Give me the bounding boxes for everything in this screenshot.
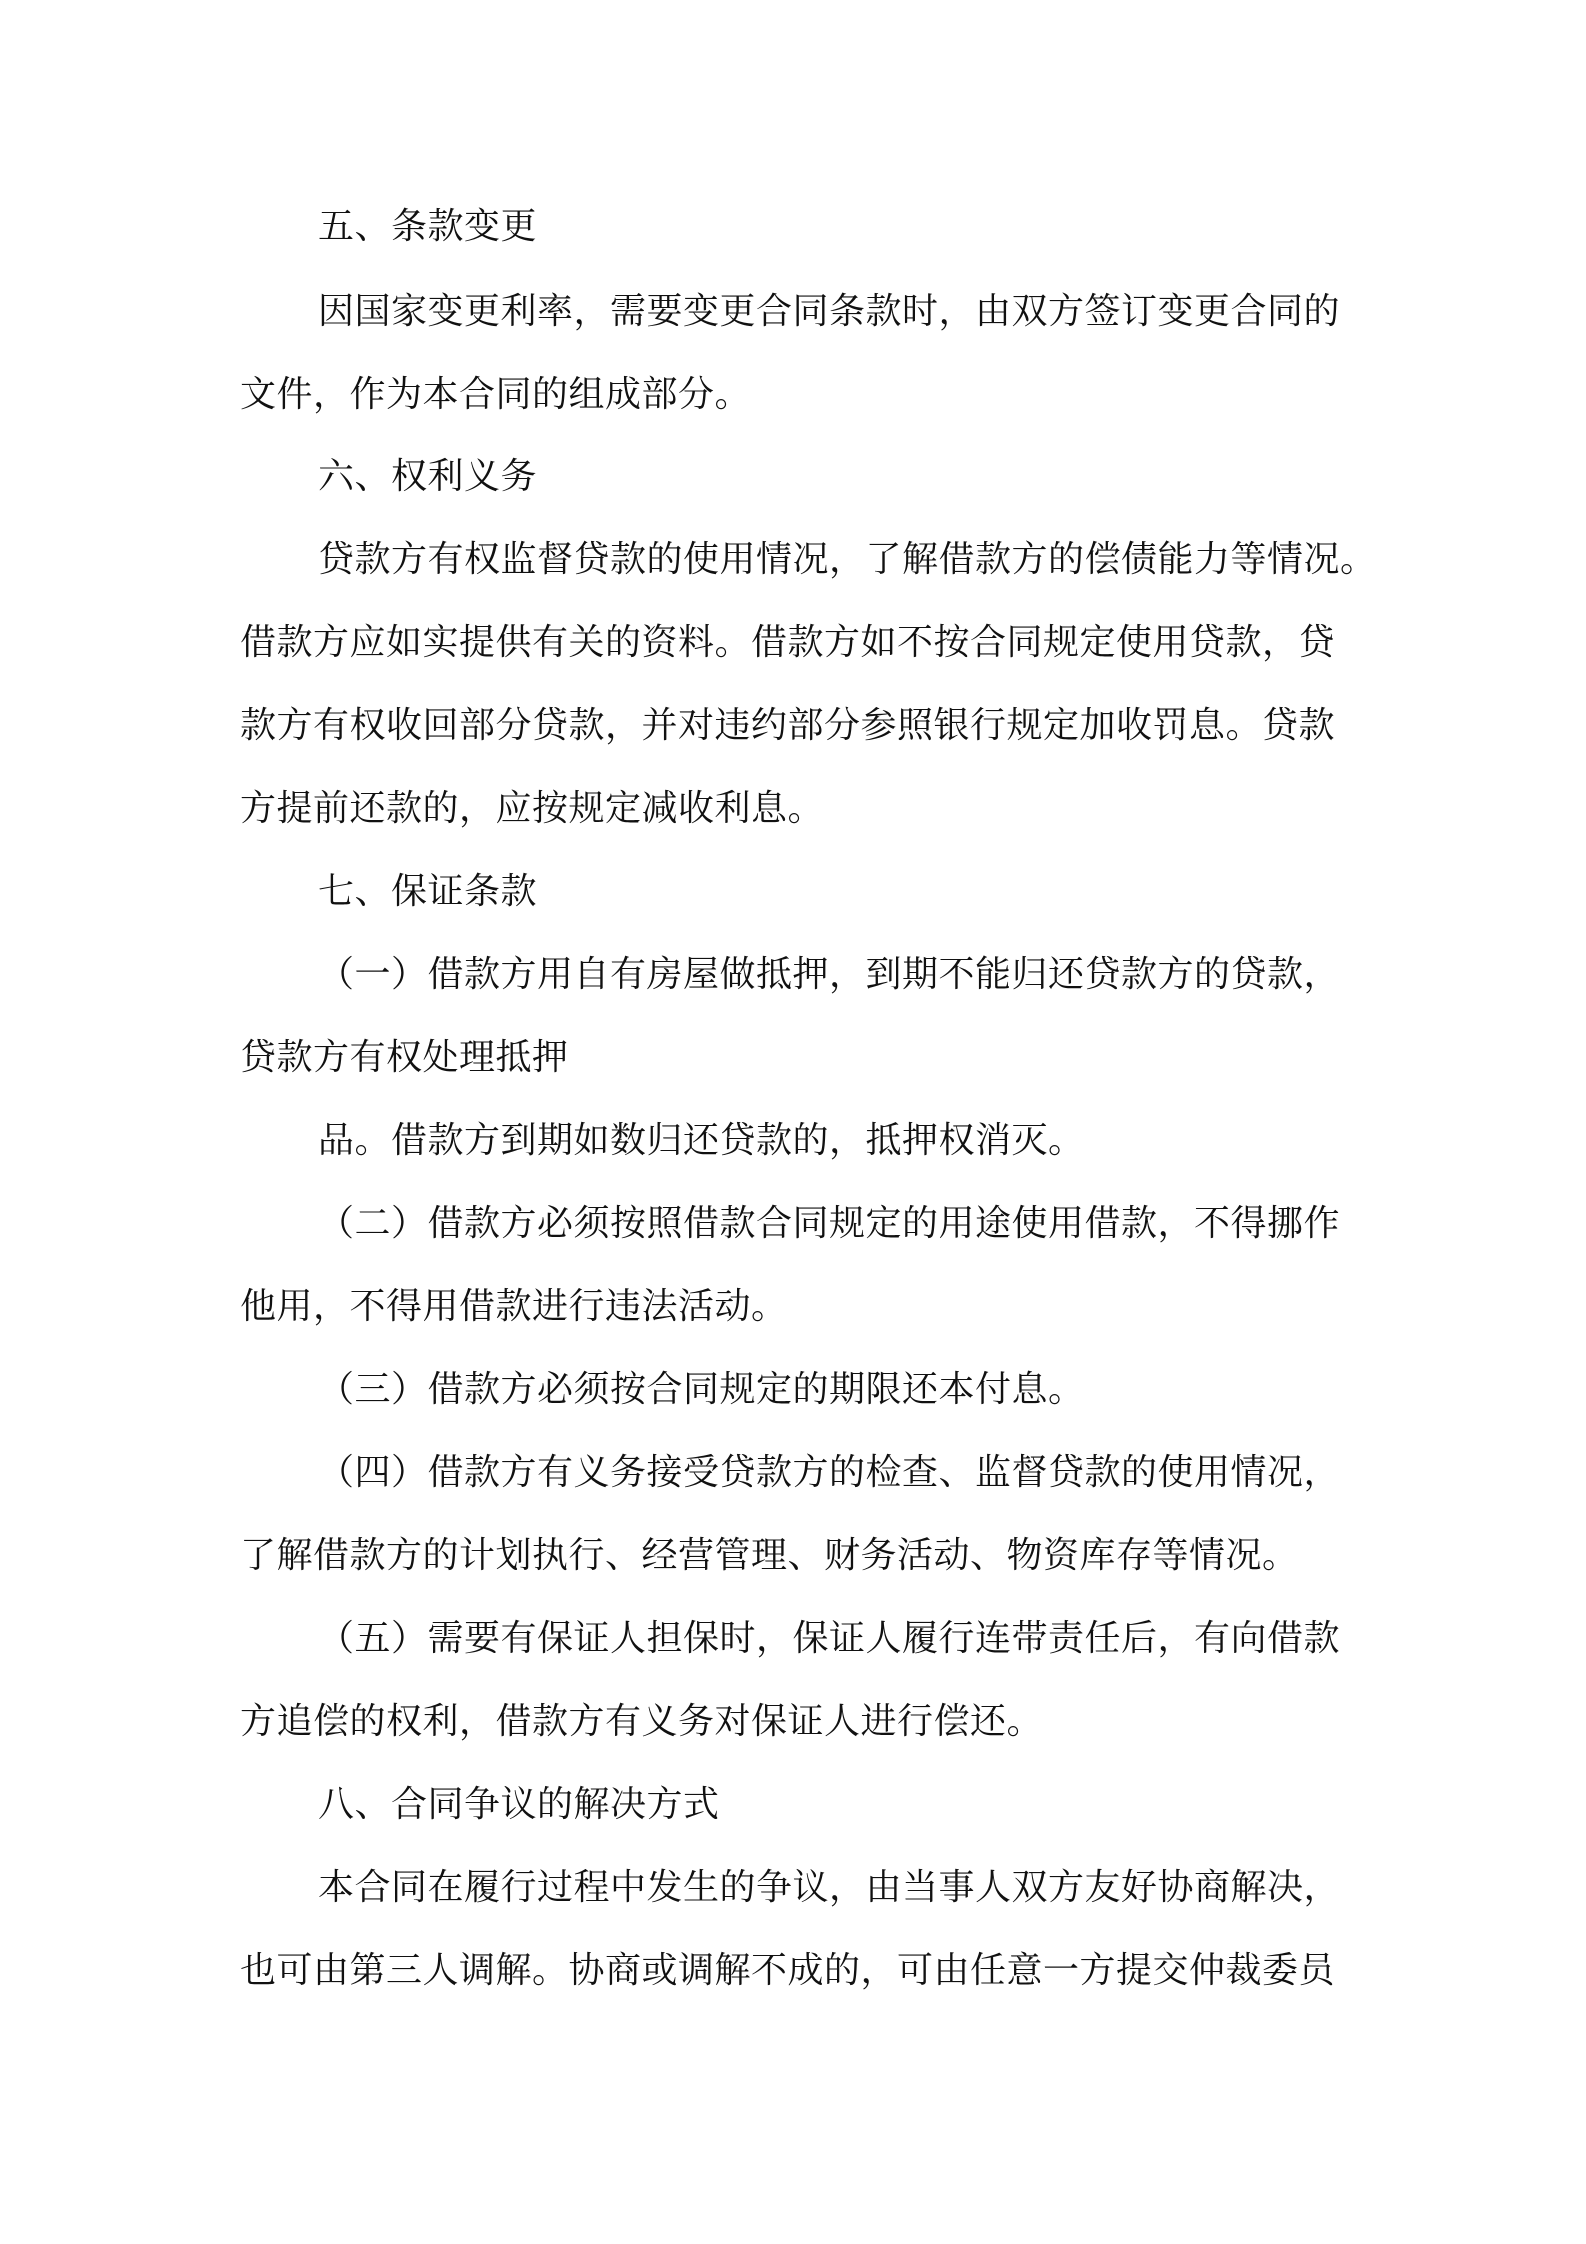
heading-clause-5: 五、条款变更 [318, 206, 538, 247]
paragraph-line: 方追偿的权利，借款方有义务对保证人进行偿还。 [240, 1701, 1044, 1742]
paragraph-line: （四）借款方有义务接受贷款方的检查、监督贷款的使用情况， [318, 1452, 1341, 1493]
paragraph-line: （二）借款方必须按照借款合同规定的用途使用借款，不得挪作 [318, 1203, 1341, 1244]
paragraph-line: （三）借款方必须按合同规定的期限还本付息。 [318, 1369, 1085, 1410]
paragraph-line: 因国家变更利率，需要变更合同条款时，由双方签订变更合同的 [318, 291, 1341, 332]
paragraph-line: 借款方应如实提供有关的资料。借款方如不按合同规定使用贷款，贷 [240, 622, 1336, 663]
heading-clause-8: 八、合同争议的解决方式 [318, 1784, 720, 1825]
paragraph-line: （五）需要有保证人担保时，保证人履行连带责任后，有向借款 [318, 1618, 1341, 1659]
paragraph-line: 款方有权收回部分贷款，并对违约部分参照银行规定加收罚息。贷款 [240, 705, 1336, 746]
paragraph-line: （一）借款方用自有房屋做抵押，到期不能归还贷款方的贷款， [318, 954, 1341, 995]
paragraph-line: 本合同在履行过程中发生的争议，由当事人双方友好协商解决， [318, 1867, 1341, 1908]
paragraph-line: 品。借款方到期如数归还贷款的，抵押权消灭。 [318, 1120, 1085, 1161]
paragraph-line: 方提前还款的，应按规定减收利息。 [240, 788, 825, 829]
heading-clause-6: 六、权利义务 [318, 456, 538, 497]
paragraph-line: 了解借款方的计划执行、经营管理、财务活动、物资库存等情况。 [240, 1535, 1299, 1576]
heading-clause-7: 七、保证条款 [318, 871, 538, 912]
paragraph-line: 文件，作为本合同的组成部分。 [240, 374, 752, 415]
paragraph-line: 他用，不得用借款进行违法活动。 [240, 1286, 788, 1327]
paragraph-line: 贷款方有权处理抵押 [240, 1037, 569, 1078]
paragraph-line: 贷款方有权监督贷款的使用情况，了解借款方的偿债能力等情况。 [318, 539, 1377, 580]
paragraph-line: 也可由第三人调解。协商或调解不成的，可由任意一方提交仲裁委员 [240, 1950, 1336, 1991]
